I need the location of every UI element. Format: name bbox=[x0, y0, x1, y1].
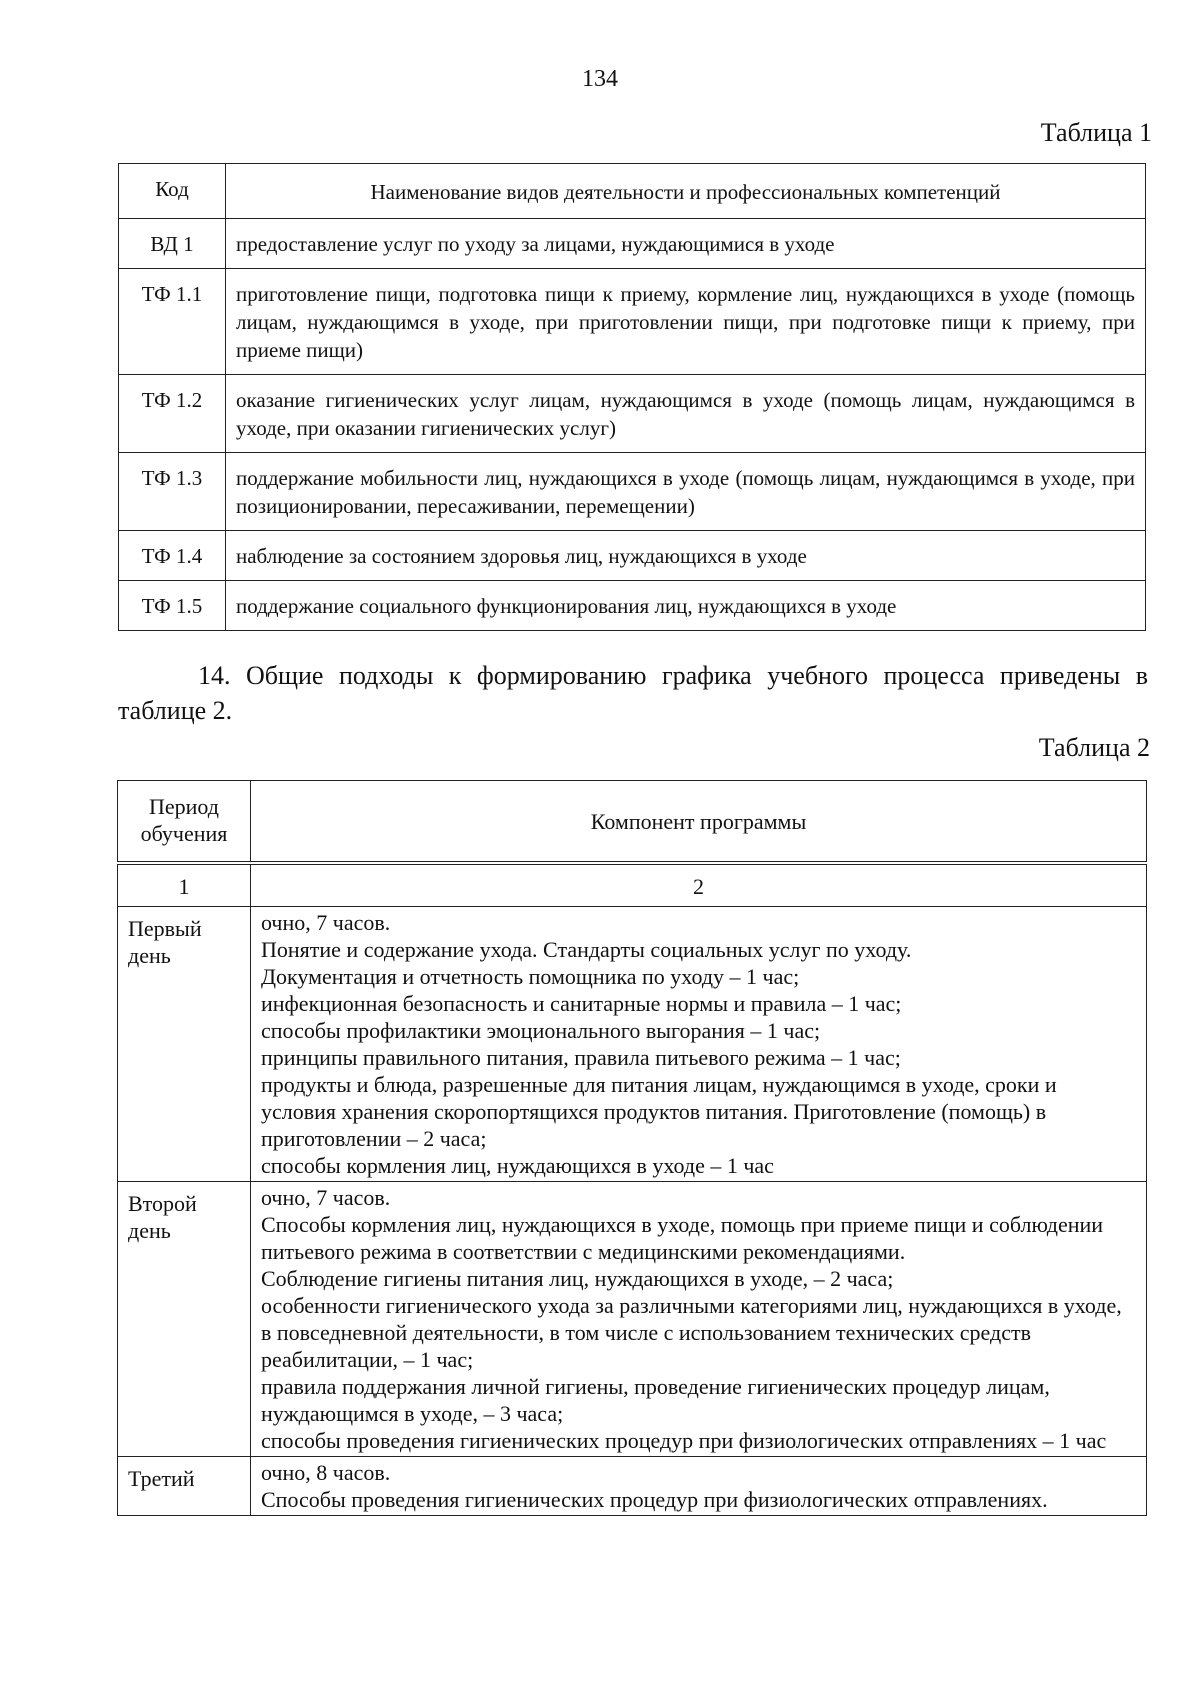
code-cell: ТФ 1.1 bbox=[119, 269, 226, 375]
component-line: особенности гигиенического ухода за различными категориями лиц, нуждающихся в уходе, в повседневной деятельности, в том числе с использованием технических средств реабилитации, – 1 час; bbox=[261, 1293, 1122, 1372]
component-column-header: Компонент программы bbox=[251, 781, 1147, 864]
code-cell: ТФ 1.5 bbox=[119, 581, 226, 631]
table-row bbox=[118, 1457, 1147, 1516]
table-row bbox=[119, 581, 1146, 631]
code-cell: ТФ 1.3 bbox=[119, 453, 226, 531]
schedule-table bbox=[117, 780, 1147, 1516]
page-number: 134 bbox=[582, 66, 618, 92]
column-number: 1 bbox=[118, 863, 251, 907]
table-row bbox=[118, 907, 1147, 1182]
component-line: принципы правильного питания, правила питьевого режима – 1 час; bbox=[261, 1045, 901, 1070]
table-header-row bbox=[119, 164, 1146, 219]
table2-caption: Таблица 2 bbox=[1038, 733, 1150, 762]
table-row bbox=[118, 1182, 1147, 1457]
component-line: способы проведения гигиенических процедур при физиологических отправлениях – 1 час bbox=[261, 1428, 1107, 1453]
code-cell: ТФ 1.2 bbox=[119, 375, 226, 453]
table-row bbox=[119, 531, 1146, 581]
component-line: правила поддержания личной гигиены, проведение гигиенических процедур лицам, нуждающимся в уходе, – 3 часа; bbox=[261, 1374, 1050, 1426]
table-row bbox=[119, 219, 1146, 269]
code-column-header: Код bbox=[119, 164, 226, 219]
description-cell: оказание гигиенических услуг лицам, нуждающимся в уходе (помощь лицам, нуждающимся в уходе, при оказании гигиенических услуг) bbox=[226, 375, 1146, 453]
period-cell: Второй день bbox=[118, 1182, 251, 1457]
competencies-table bbox=[118, 163, 1146, 631]
component-line: способы профилактики эмоционального выгорания – 1 час; bbox=[261, 1018, 821, 1043]
name-column-header: Наименование видов деятельности и профессиональных компетенций bbox=[226, 164, 1146, 219]
table-row bbox=[119, 453, 1146, 531]
component-line: продукты и блюда, разрешенные для питания лицам, нуждающимся в уходе, сроки и условия хранения скоропортящихся продуктов питания. Приготовление (помощь) в приготовлении – 2 часа; bbox=[261, 1072, 1057, 1151]
component-line: Соблюдение гигиены питания лиц, нуждающихся в уходе, – 2 часа; bbox=[261, 1266, 894, 1291]
description-cell: приготовление пищи, подготовка пищи к приему, кормление лиц, нуждающихся в уходе (помощь лицам, нуждающимся в уходе, при приготовлении пищи, при подготовке пищи к приему, при приеме пищи) bbox=[226, 269, 1146, 375]
component-line: Способы кормления лиц, нуждающихся в уходе, помощь при приеме пищи и соблюдении питьевого режима в соответствии с медицинскими рекомендациями. bbox=[261, 1212, 1104, 1264]
component-line: способы кормления лиц, нуждающихся в уходе – 1 час bbox=[261, 1153, 774, 1178]
component-line: Способы проведения гигиенических процедур при физиологических отправлениях. bbox=[261, 1487, 1048, 1512]
description-cell: наблюдение за состоянием здоровья лиц, нуждающихся в уходе bbox=[226, 531, 1146, 581]
component-line: Понятие и содержание ухода. Стандарты социальных услуг по уходу. bbox=[261, 937, 912, 962]
description-cell: поддержание мобильности лиц, нуждающихся в уходе (помощь лицам, нуждающимся в уходе, при позиционировании, пересаживании, перемещении) bbox=[226, 453, 1146, 531]
table-row bbox=[119, 269, 1146, 375]
period-cell: Первый день bbox=[118, 907, 251, 1182]
component-cell bbox=[251, 1182, 1147, 1457]
component-line: очно, 7 часов. bbox=[261, 910, 391, 935]
component-cell bbox=[251, 907, 1147, 1182]
body-paragraph: 14. Общие подходы к формированию графика учебного процесса приведены в таблице 2. bbox=[118, 661, 1148, 725]
component-cell bbox=[251, 1457, 1147, 1516]
table1-caption: Таблица 1 bbox=[1040, 118, 1152, 147]
period-cell: Третий bbox=[118, 1457, 251, 1516]
description-cell: предоставление услуг по уходу за лицами, нуждающимися в уходе bbox=[226, 219, 1146, 269]
period-column-header: Период обучения bbox=[118, 781, 251, 864]
component-line: Документация и отчетность помощника по уходу – 1 час; bbox=[261, 964, 800, 989]
code-cell: ТФ 1.4 bbox=[119, 531, 226, 581]
description-cell: поддержание социального функционирования лиц, нуждающихся в уходе bbox=[226, 581, 1146, 631]
column-number-row bbox=[118, 863, 1147, 907]
component-line: очно, 8 часов. bbox=[261, 1460, 391, 1485]
code-cell: ВД 1 bbox=[119, 219, 226, 269]
table-row bbox=[119, 375, 1146, 453]
column-number: 2 bbox=[251, 863, 1147, 907]
component-line: очно, 7 часов. bbox=[261, 1185, 391, 1210]
table-header-row bbox=[118, 781, 1147, 864]
component-line: инфекционная безопасность и санитарные нормы и правила – 1 час; bbox=[261, 991, 902, 1016]
